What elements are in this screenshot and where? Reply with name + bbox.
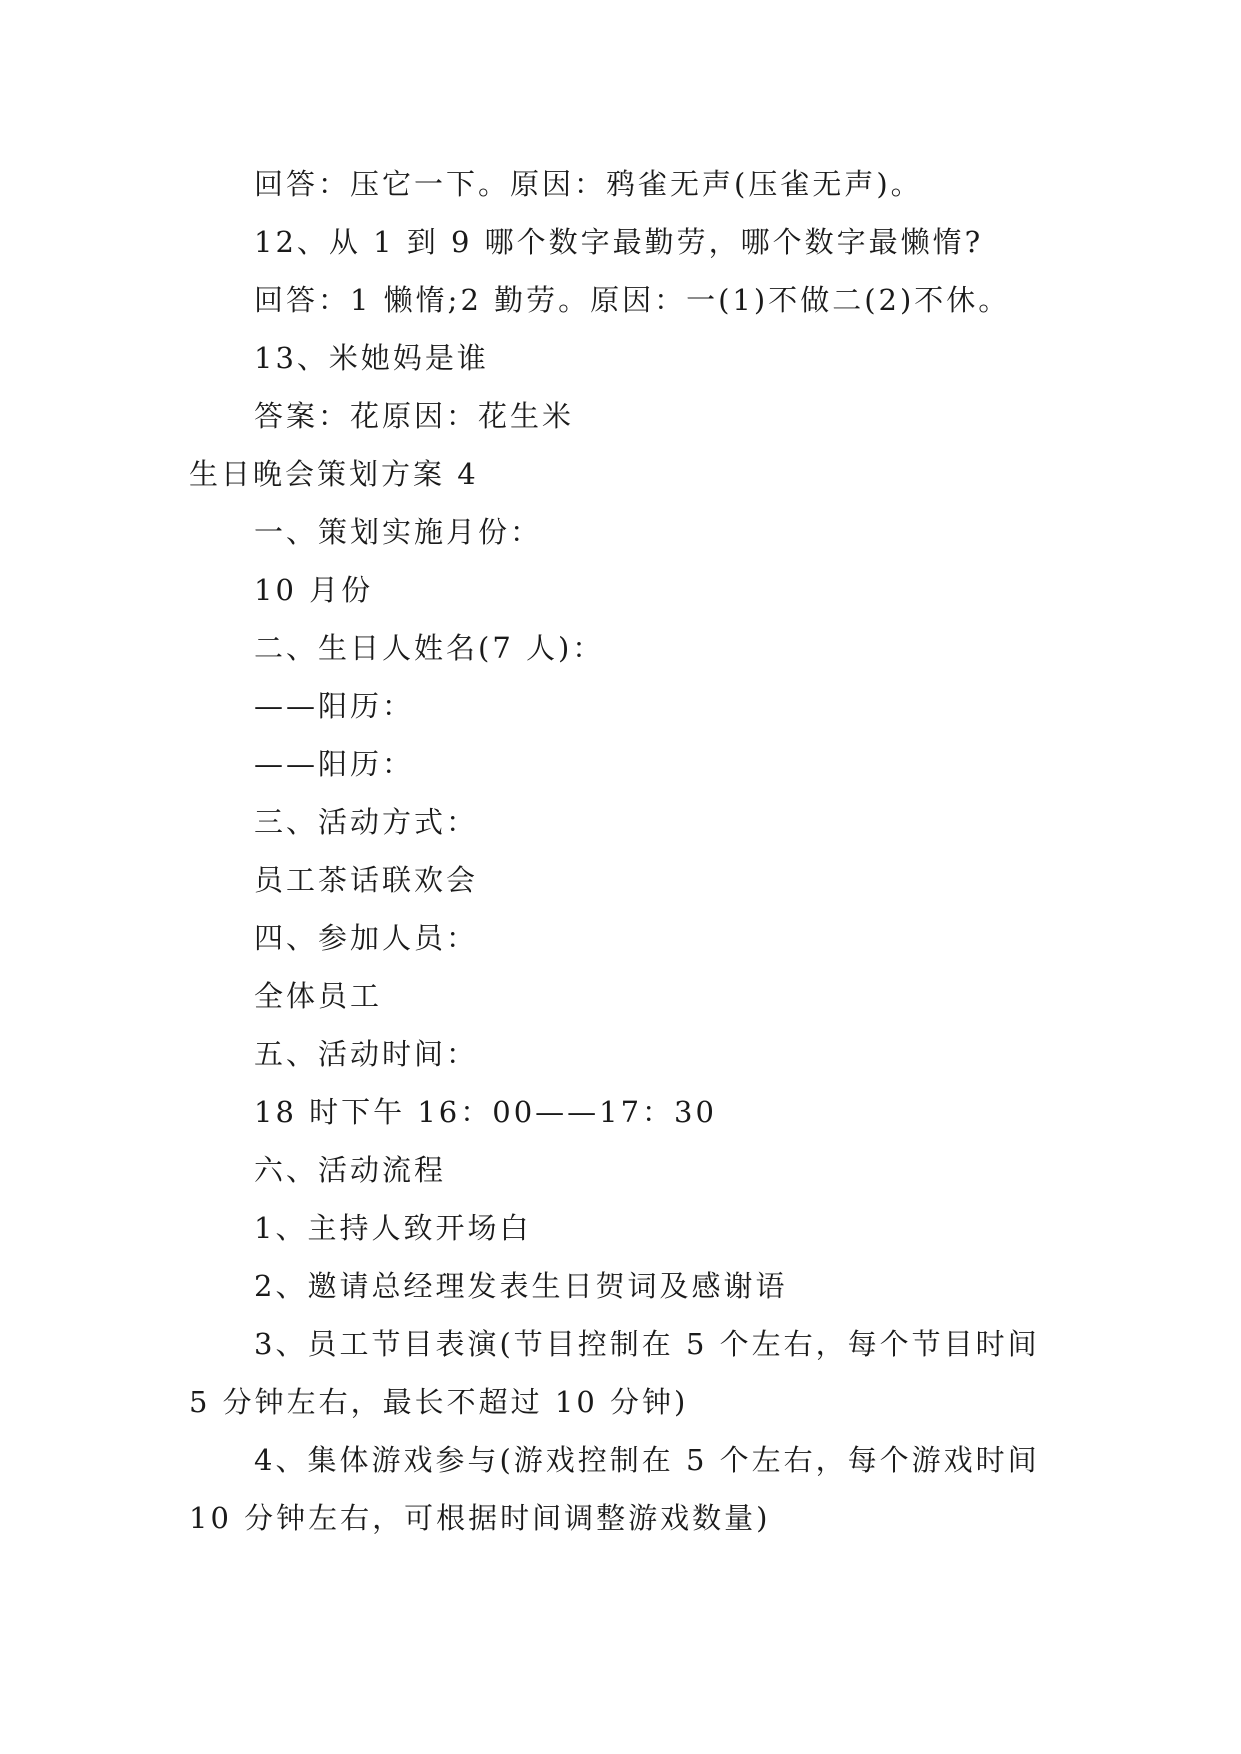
list-item: 2、邀请总经理发表生日贺词及感谢语 <box>254 1269 788 1303</box>
list-item: 3、员工节目表演(节目控制在 5 个左右，每个节目时间 <box>254 1327 1040 1361</box>
heading-plan-month: 一、策划实施月份： <box>254 515 543 549</box>
heading-activity-format: 三、活动方式： <box>254 805 479 839</box>
list-item: 4、集体游戏参与(游戏控制在 5 个左右，每个游戏时间 <box>254 1443 1040 1477</box>
body-text: 10 月份 <box>254 573 374 607</box>
answer-line: 答案：花原因：花生米 <box>254 399 575 433</box>
body-text: 员工茶话联欢会 <box>254 863 479 897</box>
heading-activity-flow: 六、活动流程 <box>254 1153 447 1187</box>
list-item-continuation: 10 分钟左右，可根据时间调整游戏数量) <box>189 1501 771 1535</box>
heading-birthday-names: 二、生日人姓名(7 人)： <box>254 631 605 665</box>
answer-line: 回答：1 懒惰;2 勤劳。原因：一(1)不做二(2)不休。 <box>254 283 1011 317</box>
question-12: 12、从 1 到 9 哪个数字最勤劳，哪个数字最懒惰? <box>254 225 984 259</box>
answer-line: 回答：压它一下。原因：鸦雀无声(压雀无声)。 <box>254 167 923 201</box>
list-item-continuation: 5 分钟左右，最长不超过 10 分钟) <box>189 1385 689 1419</box>
body-text: 18 时下午 16：00——17：30 <box>254 1095 717 1129</box>
list-item: 1、主持人致开场白 <box>254 1211 532 1245</box>
heading-activity-time: 五、活动时间： <box>254 1037 479 1071</box>
heading-participants: 四、参加人员： <box>254 921 479 955</box>
body-text: ——阳历： <box>254 747 415 781</box>
body-text: ——阳历： <box>254 689 415 723</box>
section-title: 生日晚会策划方案 4 <box>189 457 479 491</box>
body-text: 全体员工 <box>254 979 383 1013</box>
question-13: 13、米她妈是谁 <box>254 341 489 375</box>
